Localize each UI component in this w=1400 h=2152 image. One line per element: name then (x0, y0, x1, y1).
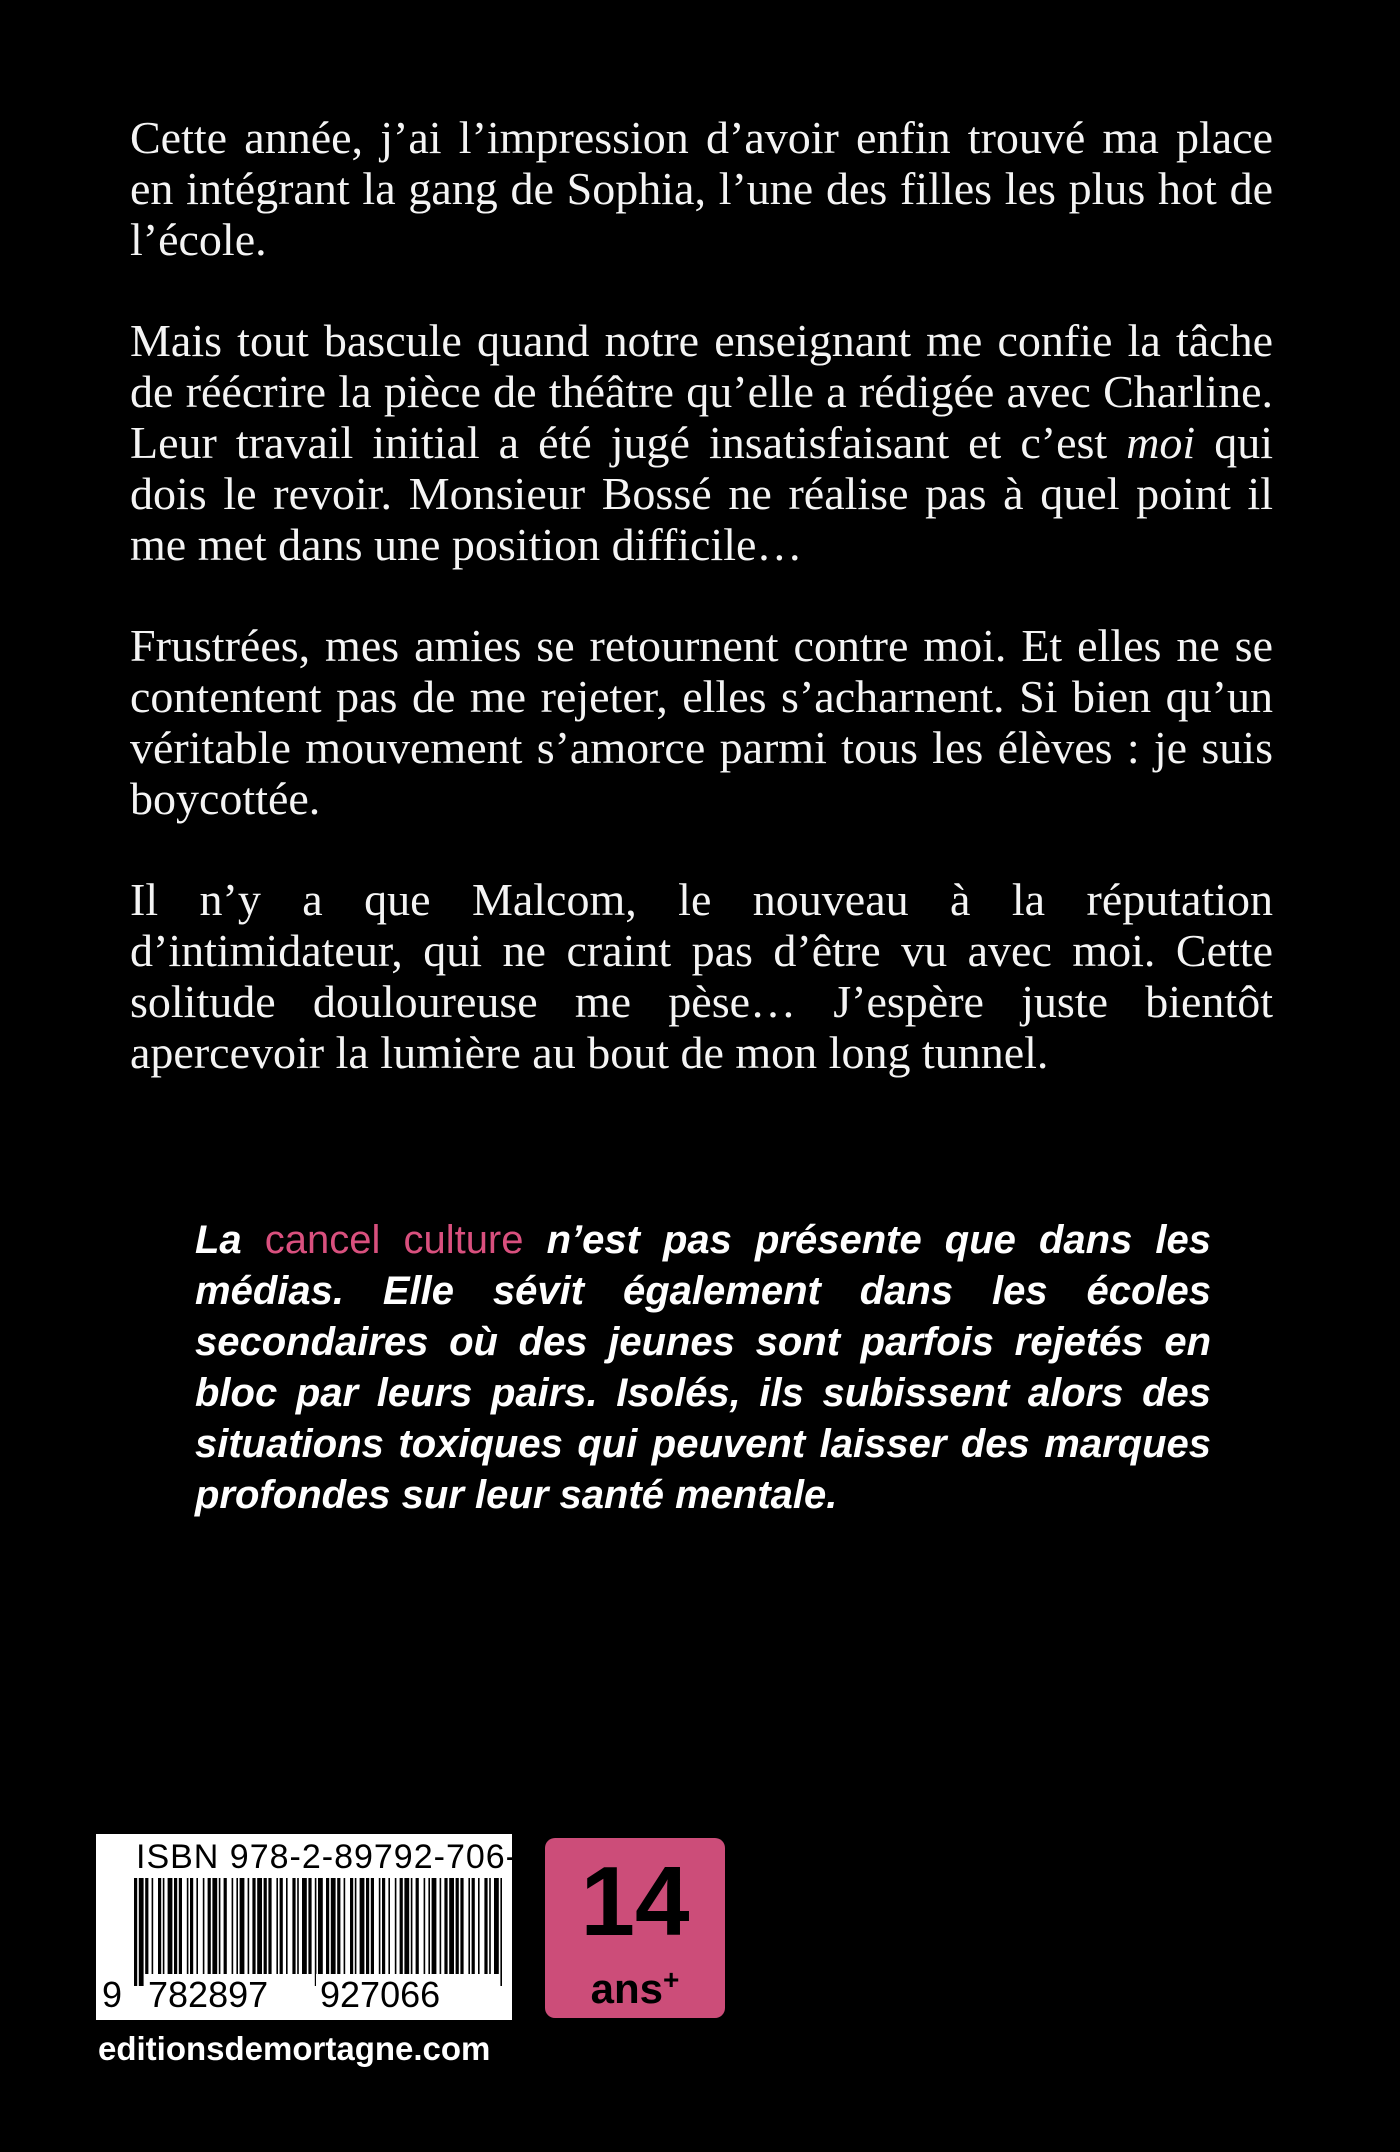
barcode-bar (276, 1878, 278, 1974)
isbn-digits-left: 782897 (144, 1974, 272, 2016)
age-rating-number: 14 (580, 1846, 690, 1956)
barcode-bar (404, 1878, 409, 1974)
barcode-bar (168, 1878, 173, 1974)
barcode-bar (331, 1878, 336, 1974)
barcode-bar (248, 1878, 250, 1974)
publisher-website[interactable]: editionsdemortagne.com (98, 2030, 491, 2067)
barcode-bar (134, 1878, 137, 1986)
barcode-bar (203, 1878, 205, 1974)
isbn-digits (102, 1974, 506, 2016)
barcode-bar (400, 1878, 403, 1974)
barcode-bar (292, 1878, 295, 1974)
barcode-bar (468, 1878, 470, 1974)
barcode-bar (163, 1878, 165, 1974)
barcode-bar (308, 1878, 311, 1974)
barcode-bar (379, 1878, 381, 1974)
barcode-bar (257, 1878, 262, 1974)
blurb-p2-emphasis: moi (1126, 417, 1196, 468)
barcode-bar (236, 1878, 238, 1974)
barcode-bar (158, 1878, 161, 1974)
blurb-paragraph-2 (130, 315, 1273, 570)
barcode-bar (326, 1878, 329, 1974)
barcode-bar (478, 1878, 480, 1974)
barcode-bar (460, 1878, 463, 1974)
barcode-bar (224, 1878, 227, 1974)
barcode-bar (187, 1878, 189, 1974)
barcode-bar (444, 1878, 447, 1974)
barcode-bar (208, 1878, 211, 1974)
barcode-bar (484, 1878, 487, 1974)
barcode-bar (382, 1878, 385, 1974)
barcode-bar (196, 1878, 198, 1974)
barcode-bar (424, 1878, 426, 1974)
age-rating-badge (545, 1838, 725, 2018)
barcode-bar (360, 1878, 365, 1974)
barcode-bar (212, 1878, 217, 1974)
age-rating-unit-text: ans (590, 1965, 663, 2012)
barcode-bar (500, 1878, 502, 1986)
barcode-bar (179, 1878, 182, 1974)
barcode-bar (145, 1878, 148, 1974)
barcode-bar (388, 1878, 390, 1974)
pitch-rest: n’est pas présente que dans les médias. Elle sévit également dans les écoles secondaires où des jeunes sont parfois rejetés en bloc par leurs pairs. Isolés, ils subissent alors des situations toxiques qui peuvent laisser des marques profondes sur leur santé mentale. (195, 1218, 1211, 1517)
barcode-bar (297, 1878, 299, 1974)
barcode-bar (489, 1878, 491, 1974)
barcode-bar (371, 1878, 374, 1974)
barcode-bar (416, 1878, 419, 1974)
barcode-bar (302, 1878, 307, 1974)
barcode-bar (456, 1878, 459, 1974)
blurb-p2-start: Mais tout bascule quand notre enseignant me confie la tâche de réécrire la pièce de théâtre qu’elle a rédigée avec Charline. Leur travail initial a été jugé insatisfaisant et c’est (130, 315, 1273, 468)
barcode-bar (232, 1878, 234, 1974)
barcode-bar (440, 1878, 442, 1974)
age-rating-unit (545, 1956, 725, 2013)
barcode-bar (174, 1878, 177, 1974)
barcode-bar (240, 1878, 245, 1974)
pitch-lead: La (195, 1218, 265, 1262)
pitch-text (195, 1215, 1211, 1521)
age-rating-plus: + (663, 1964, 680, 1995)
barcode-bar (449, 1878, 454, 1974)
barcode-bar (344, 1878, 346, 1974)
isbn-barcode (96, 1834, 538, 2020)
barcode-bar (219, 1878, 221, 1974)
barcode-bar (252, 1878, 255, 1974)
barcode-bar (286, 1878, 288, 1974)
barcode-bar (318, 1878, 323, 1986)
barcode-bar (432, 1878, 437, 1974)
blurb-paragraph-4: Il n’y a que Malcom, le nouveau à la réputation d’intimidateur, qui ne craint pas d’être vu avec moi. Cette solitude douloureuse me pèse… J’espère juste bientôt apercevoir la lumière au bout de mon long tunnel. (130, 874, 1273, 1078)
book-blurb (130, 112, 1273, 1128)
barcode-bar (139, 1878, 144, 1986)
barcode-bar (264, 1878, 267, 1974)
isbn-label: ISBN 978-2-89792-706-6 (136, 1838, 538, 1876)
barcode-bar (268, 1878, 271, 1974)
blurb-p2-end: qui dois le revoir. Monsieur Bossé ne réalise pas à quel point il me met dans une position difficile… (130, 417, 1273, 570)
barcode-bar (428, 1878, 430, 1974)
barcode-bar (395, 1878, 397, 1974)
blurb-paragraph-1: Cette année, j’ai l’impression d’avoir enfin trouvé ma place en intégrant la gang de Sophia, l’une des filles les plus hot de l’école. (130, 112, 1273, 265)
barcode-bar (280, 1878, 283, 1974)
barcode-bar (472, 1878, 475, 1974)
barcode-bars (134, 1878, 502, 1986)
barcode-bar (350, 1878, 353, 1974)
isbn-digit-first: 9 (102, 1974, 123, 2015)
barcode-bar (152, 1878, 154, 1974)
barcode-bar (411, 1878, 413, 1974)
barcode-bar (494, 1878, 499, 1974)
pitch-highlight: cancel culture (264, 1218, 524, 1262)
barcode-bar (315, 1878, 317, 1986)
barcode-bar (190, 1878, 193, 1974)
isbn-digits-right: 927066 (316, 1974, 444, 2016)
barcode-bar (355, 1878, 357, 1974)
blurb-paragraph-3: Frustrées, mes amies se retournent contre moi. Et elles ne se contentent pas de me rejeter, elles s’acharnent. Si bien qu’un véritable mouvement s’amorce parmi tous les élèves : je suis boycottée. (130, 620, 1273, 824)
barcode-bar (337, 1878, 340, 1974)
barcode-bar (366, 1878, 369, 1974)
